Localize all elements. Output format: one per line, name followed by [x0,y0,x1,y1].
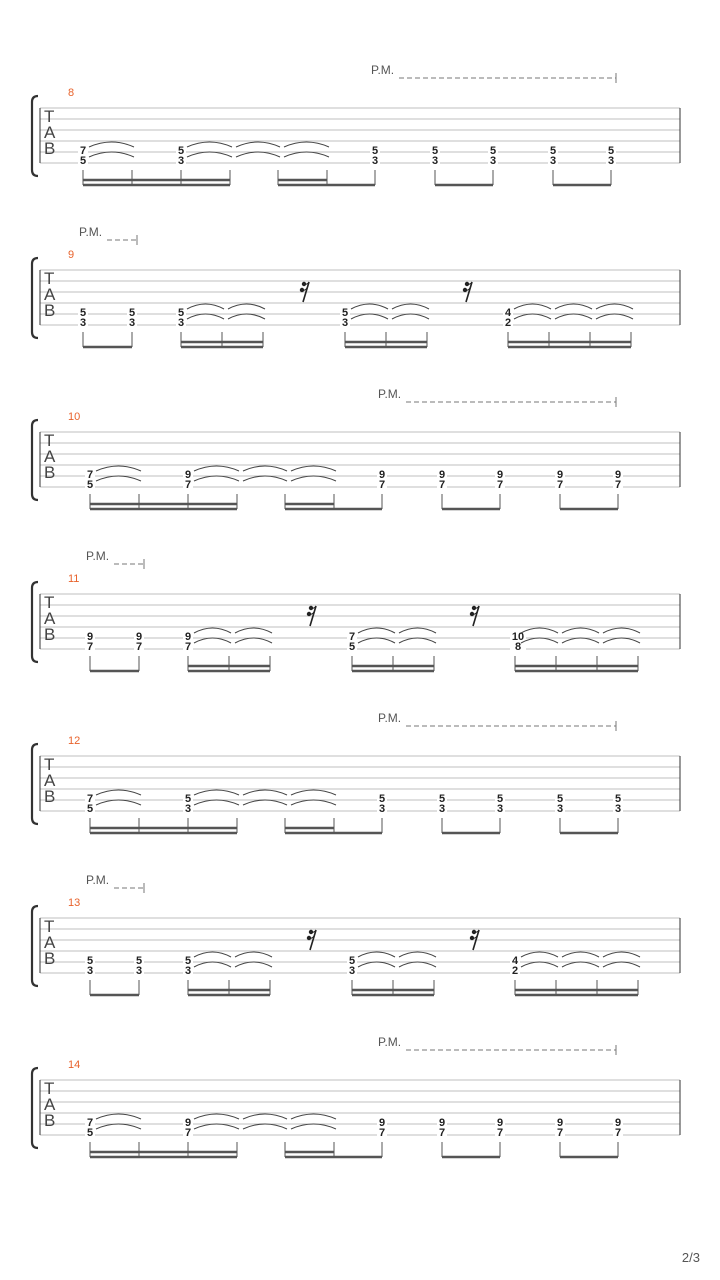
fret-number: 5 [549,145,557,157]
tab-clef-letter: T [44,1079,55,1098]
tie-arc [603,638,640,643]
fret-number: 9 [184,469,192,481]
fret-number: 5 [556,793,564,805]
fret-number: 5 [135,955,143,967]
fret-number: 3 [438,803,446,815]
tie-arc [96,476,141,481]
tie-arc [392,304,429,309]
tie-arc [562,962,599,967]
tab-clef-letter: A [44,1095,56,1114]
fret-number: 2 [504,317,512,329]
fret-number: 9 [438,469,446,481]
measure-number: 9 [68,249,75,261]
tie-arc [96,1114,141,1119]
fret-number: 3 [184,965,192,977]
tab-system-12 [32,711,680,833]
fret-number: 5 [348,641,356,653]
fret-number: 7 [614,1127,622,1139]
tie-arc [284,142,329,147]
fret-number: 9 [378,1117,386,1129]
tab-clef-letter: T [44,107,55,126]
fret-number: 5 [86,803,94,815]
fret-number: 3 [614,803,622,815]
tie-arc [596,304,633,309]
fret-number: 5 [438,793,446,805]
tie-arc [399,952,436,957]
fret-number: 9 [496,1117,504,1129]
fret-number: 5 [489,145,497,157]
tie-arc [236,152,280,157]
tie-arc [521,962,558,967]
palm-mute-label: P.M. [378,387,402,401]
tie-arc [194,962,231,967]
fret-number: 7 [184,479,192,491]
tab-system-14 [32,1035,680,1157]
fret-number: 7 [184,641,192,653]
tie-arc [187,304,224,309]
fret-number: 5 [86,479,94,491]
fret-number: 5 [378,793,386,805]
fret-number: 9 [378,469,386,481]
fret-number: 9 [496,469,504,481]
tie-arc [194,952,231,957]
tab-clef-letter: B [44,1111,56,1130]
fret-number: 5 [184,793,192,805]
fret-number: 5 [79,155,87,167]
tie-arc [291,476,336,481]
fret-number: 3 [86,965,94,977]
fret-number: 7 [496,1127,504,1139]
fret-number: 3 [371,155,379,167]
tab-clef-letter: A [44,933,56,952]
tab-clef-letter: T [44,755,55,774]
tie-arc [291,790,336,795]
fret-number: 4 [511,955,519,967]
tie-arc [514,304,551,309]
tie-arc [194,1114,239,1119]
tie-arc [555,314,592,319]
fret-number: 5 [348,955,356,967]
tab-system-11 [32,549,680,671]
tab-clef-letter: B [44,139,56,158]
tab-clef-letter: T [44,269,55,288]
fret-number: 7 [438,479,446,491]
tab-system-13 [32,873,680,995]
palm-mute-label: P.M. [86,873,110,887]
tab-clef-letter: B [44,787,56,806]
fret-number: 8 [514,641,522,653]
tie-arc [399,638,436,643]
tie-arc [358,962,395,967]
tie-arc [399,962,436,967]
fret-number: 3 [348,965,356,977]
fret-number: 3 [177,155,185,167]
fret-number: 3 [431,155,439,167]
fret-number: 5 [79,307,87,319]
fret-number: 7 [556,1127,564,1139]
tie-arc [96,790,141,795]
tie-arc [562,952,599,957]
fret-number: 7 [496,479,504,491]
tie-arc [284,152,329,157]
tab-clef-letter: B [44,301,56,320]
tab-system-9 [32,225,680,347]
tab-clef-letter: T [44,593,55,612]
tie-arc [392,314,429,319]
fret-number: 3 [79,317,87,329]
fret-number: 9 [556,1117,564,1129]
fret-number: 3 [378,803,386,815]
fret-number: 5 [86,1127,94,1139]
tab-clef-letter: A [44,123,56,142]
system-bracket [32,906,38,986]
fret-number: 3 [341,317,349,329]
tie-arc [187,314,224,319]
fret-number: 7 [86,1117,94,1129]
fret-number: 3 [128,317,136,329]
tie-arc [194,800,239,805]
system-bracket [32,1068,38,1148]
tie-arc [96,466,141,471]
tie-arc [358,628,395,633]
tie-arc [89,142,134,147]
tie-arc [235,962,272,967]
tie-arc [235,628,272,633]
tie-arc [514,314,551,319]
measure-number: 11 [68,573,80,585]
tie-arc [89,152,134,157]
fret-number: 7 [86,793,94,805]
fret-number: 9 [135,631,143,643]
fret-number: 5 [607,145,615,157]
tie-arc [96,800,141,805]
fret-number: 5 [128,307,136,319]
tab-clef-letter: A [44,771,56,790]
tie-arc [243,800,287,805]
tie-arc [96,1124,141,1129]
palm-mute-label: P.M. [378,1035,402,1049]
system-bracket [32,744,38,824]
tab-clef-letter: A [44,285,56,304]
fret-number: 9 [86,631,94,643]
tab-clef-letter: T [44,917,55,936]
tab-clef-letter: B [44,949,56,968]
palm-mute-label: P.M. [86,549,110,563]
tie-arc [235,952,272,957]
tie-arc [243,466,287,471]
tie-arc [194,476,239,481]
tie-arc [291,800,336,805]
fret-number: 3 [184,803,192,815]
tab-system-10 [32,387,680,509]
tie-arc [243,476,287,481]
fret-number: 7 [86,469,94,481]
fret-number: 9 [184,631,192,643]
fret-number: 5 [341,307,349,319]
tab-clef-letter: A [44,609,56,628]
tab-clef-letter: T [44,431,55,450]
fret-number: 3 [135,965,143,977]
tie-arc [243,790,287,795]
measure-number: 14 [68,1059,81,1071]
fret-number: 3 [549,155,557,167]
tab-clef-letter: B [44,463,56,482]
fret-number: 3 [556,803,564,815]
palm-mute-label: P.M. [371,63,395,77]
tab-clef-letter: A [44,447,56,466]
fret-number: 3 [489,155,497,167]
fret-number: 7 [614,479,622,491]
fret-number: 9 [614,1117,622,1129]
fret-number: 7 [86,641,94,653]
fret-number: 9 [184,1117,192,1129]
tie-arc [228,314,265,319]
measure-number: 10 [68,411,81,423]
fret-number: 3 [496,803,504,815]
fret-number: 7 [79,145,87,157]
fret-number: 7 [438,1127,446,1139]
tie-arc [603,962,640,967]
fret-number: 7 [378,1127,386,1139]
palm-mute-label: P.M. [378,711,402,725]
fret-number: 9 [556,469,564,481]
tie-arc [194,1124,239,1129]
tab-system-8 [32,63,680,185]
tie-arc [521,638,558,643]
measure-number: 12 [68,735,81,747]
tie-arc [235,638,272,643]
tie-arc [521,628,558,633]
fret-number: 3 [177,317,185,329]
fret-number: 7 [556,479,564,491]
fret-number: 5 [614,793,622,805]
tie-arc [399,628,436,633]
tie-arc [603,952,640,957]
tie-arc [194,638,231,643]
fret-number: 7 [184,1127,192,1139]
tie-arc [562,628,599,633]
fret-number: 5 [184,955,192,967]
fret-number: 4 [504,307,512,319]
fret-number: 10 [511,631,525,643]
tie-arc [243,1124,287,1129]
tie-arc [228,304,265,309]
tie-arc [291,1114,336,1119]
tie-arc [596,314,633,319]
system-bracket [32,582,38,662]
tie-arc [236,142,280,147]
measure-number: 13 [68,897,81,909]
tie-arc [243,1114,287,1119]
tie-arc [603,628,640,633]
fret-number: 9 [614,469,622,481]
fret-number: 7 [135,641,143,653]
tie-arc [194,628,231,633]
fret-number: 2 [511,965,519,977]
tie-arc [521,952,558,957]
fret-number: 3 [607,155,615,167]
fret-number: 9 [438,1117,446,1129]
tab-clef-letter: B [44,625,56,644]
fret-number: 5 [86,955,94,967]
tie-arc [194,466,239,471]
fret-number: 5 [431,145,439,157]
fret-number: 5 [496,793,504,805]
tie-arc [291,1124,336,1129]
palm-mute-label: P.M. [79,225,103,239]
tie-arc [351,304,388,309]
system-bracket [32,96,38,176]
fret-number: 7 [378,479,386,491]
tie-arc [187,142,232,147]
tie-arc [358,952,395,957]
system-bracket [32,420,38,500]
fret-number: 5 [177,307,185,319]
tie-arc [555,304,592,309]
fret-number: 7 [348,631,356,643]
tie-arc [194,790,239,795]
tie-arc [562,638,599,643]
fret-number: 5 [177,145,185,157]
tie-arc [187,152,232,157]
page-number: 2/3 [681,1250,700,1265]
fret-number: 5 [371,145,379,157]
tie-arc [351,314,388,319]
tie-arc [291,466,336,471]
tie-arc [358,638,395,643]
system-bracket [32,258,38,338]
measure-number: 8 [68,87,75,99]
